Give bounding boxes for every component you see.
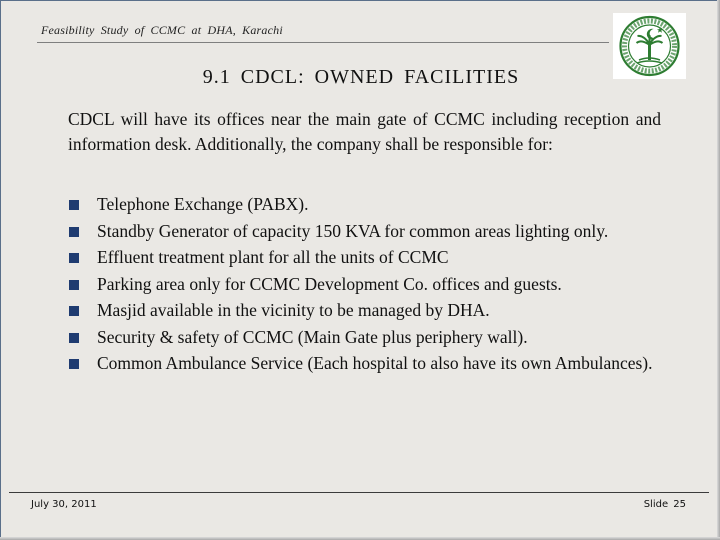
list-item bbox=[68, 351, 661, 376]
list-item bbox=[68, 219, 661, 244]
list-item bbox=[68, 245, 661, 270]
footer-date: July 30, 2011 bbox=[31, 499, 97, 510]
list-item-text: Effluent treatment plant for all the units of CCMC bbox=[97, 247, 449, 267]
square-bullet-icon bbox=[69, 306, 79, 316]
list-item-text: Common Ambulance Service (Each hospital to also have its own Ambulances). bbox=[97, 353, 653, 373]
square-bullet-icon bbox=[69, 200, 79, 210]
list-item-text: Security & safety of CCMC (Main Gate plus periphery wall). bbox=[97, 326, 528, 347]
facilities-list bbox=[68, 192, 661, 378]
section-heading: 9.1 CDCL: OWNED FACILITIES bbox=[202, 66, 520, 88]
intro-paragraph: CDCL will have its offices near the main gate of CCMC including reception and information desk. Additionally, the company shall be responsible for: bbox=[68, 109, 661, 154]
square-bullet-icon bbox=[69, 359, 79, 369]
slide-number: Slide 25 bbox=[643, 499, 686, 510]
list-item-text: Masjid available in the vicinity to be managed by DHA. bbox=[97, 300, 490, 320]
list-item bbox=[68, 298, 661, 323]
square-bullet-icon bbox=[69, 333, 79, 343]
list-item bbox=[68, 192, 661, 217]
list-item bbox=[68, 325, 661, 350]
header-title: Feasibility Study of CCMC at DHA, Karachi bbox=[41, 23, 283, 37]
list-item-text: Parking area only for CCMC Development Co. offices and guests. bbox=[97, 273, 562, 294]
footer-divider bbox=[9, 492, 709, 493]
dha-emblem-icon bbox=[613, 13, 686, 79]
header-divider bbox=[37, 42, 609, 43]
square-bullet-icon bbox=[69, 227, 79, 237]
list-item-text: Standby Generator of capacity 150 KVA for common areas lighting only. bbox=[97, 220, 609, 241]
square-bullet-icon bbox=[69, 253, 79, 263]
square-bullet-icon bbox=[69, 280, 79, 290]
list-item bbox=[68, 272, 661, 297]
list-item-text: Telephone Exchange (PABX). bbox=[97, 194, 309, 214]
